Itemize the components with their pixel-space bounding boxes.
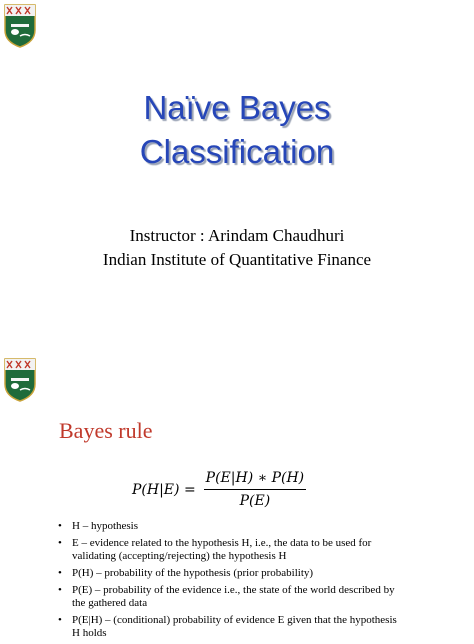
formula-lhs: P(H|E) = — [132, 481, 196, 498]
formula-numerator: P(E|H) ∗ P(H) — [204, 470, 306, 490]
title-line-2: Classification — [139, 133, 335, 170]
instructor-line: Instructor : Arindam Chaudhuri — [129, 226, 345, 245]
slide-title-heading — [0, 86, 474, 174]
list-item: • H – hypothesis — [58, 520, 398, 533]
bayes-rule-heading: Bayes rule — [59, 418, 153, 443]
list-item: • P(H) – probability of the hypothesis (prior probability) — [58, 567, 398, 580]
formula-denominator: P(E) — [239, 493, 271, 509]
formula-fraction — [204, 470, 306, 509]
institute-line: Indian Institute of Quantitative Finance — [102, 250, 372, 269]
university-crest-icon — [3, 356, 37, 402]
slide-bayes-rule — [0, 340, 474, 639]
list-item: • P(E|H) – (conditional) probability of evidence E given that the hypothesis H holds — [58, 614, 398, 640]
definitions-list — [58, 520, 398, 644]
title-line-1: Naïve Bayes — [143, 89, 331, 126]
list-item: • E – evidence related to the hypothesis H, i.e., the data to be used for validating (accepting/rejecting) the hypothesis H — [58, 537, 398, 563]
list-item: • P(E) – probability of the evidence i.e., the state of the world described by the gathered data — [58, 584, 398, 610]
bayes-formula — [132, 470, 306, 509]
slide-subtitle — [0, 224, 474, 272]
university-crest-icon — [3, 2, 37, 48]
